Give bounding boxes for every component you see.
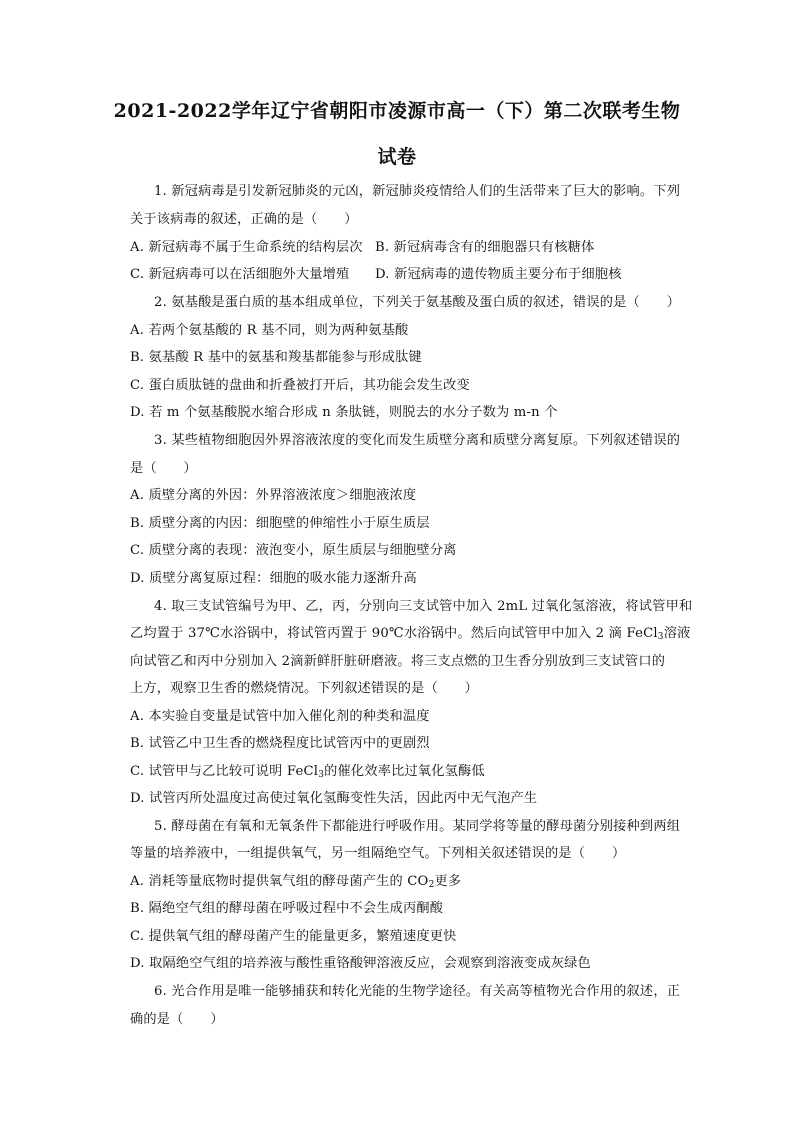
q4-stem-line4: 上方，观察卫生香的燃烧情况。下列叙述错误的是（ ） <box>130 681 479 696</box>
q3-option-c: C. 质壁分离的表现：液泡变小，原生质层与细胞壁分离 <box>130 543 457 558</box>
q4-stem-line1: 4. 取三支试管编号为甲、乙，丙，分别向三支试管中加入 2mL 过氧化氢溶液，将试管甲和 <box>154 599 693 614</box>
q2-option-c: C. 蛋白质肽链的盘曲和折叠被打开后，其功能会发生改变 <box>130 378 470 393</box>
q4-stem-line2-text: 乙均置于 37℃水浴锅中，将试管丙置于 90℃水浴锅中。然后向试管甲中加入 2 滴 FeCl <box>130 626 658 641</box>
q3-stem-line1: 3. 某些植物细胞因外界溶液浓度的变化而发生质壁分离和质壁分离复原。下列叙述错误的 <box>154 433 681 448</box>
q4-option-c-subscript: 3 <box>318 770 325 780</box>
q4-option-b: B. 试管乙中卫生香的燃烧程度比试管丙中的更剧烈 <box>130 736 430 751</box>
q5-option-a-subscript: 2 <box>428 880 435 890</box>
q5-option-a-text: A. 消耗等量底物时提供氧气组的酵母菌产生的 CO <box>130 874 429 889</box>
q2-stem-line1: 2. 氨基酸是蛋白质的基本组成单位，下列关于氨基酸及蛋白质的叙述，错误的是（ ） <box>154 295 681 310</box>
document-title-line2: 试卷 <box>377 146 417 168</box>
q1-stem-line2: 关于该病毒的叙述，正确的是（ ） <box>130 212 358 227</box>
q1-option-d: D. 新冠病毒的遗传物质主要分布于细胞核 <box>375 267 622 282</box>
q5-stem-line1: 5. 酵母菌在有氧和无氧条件下都能进行呼吸作用。某同学将等量的酵母菌分别接种到两组 <box>154 819 681 834</box>
q3-option-b: B. 质壁分离的内因：细胞壁的伸缩性小于原生质层 <box>130 516 430 531</box>
q5-option-c: C. 提供氧气组的酵母菌产生的能量更多，繁殖速度更快 <box>130 929 457 944</box>
q5-option-b: B. 隔绝空气组的酵母菌在呼吸过程中不会生成丙酮酸 <box>130 901 444 916</box>
q4-option-c <box>130 760 700 780</box>
q2-option-b: B. 氨基酸 R 基中的氨基和羧基都能参与形成肽键 <box>130 350 422 365</box>
q4-option-d: D. 试管丙所处温度过高使过氧化氢酶变性失活，因此丙中无气泡产生 <box>130 791 538 806</box>
q3-option-d: D. 质壁分离复原过程：细胞的吸水能力逐渐升高 <box>130 571 417 586</box>
q1-options-cd <box>130 263 700 282</box>
q3-stem-line2: 是（ ） <box>130 461 197 476</box>
q4-option-c-text: C. 试管甲与乙比较可说明 FeCl <box>130 764 319 779</box>
q1-option-a: A. 新冠病毒不属于生命系统的结构层次 <box>130 240 363 255</box>
document-title-line1: 2021-2022学年辽宁省朝阳市凌源市高一（下）第二次联考生物 <box>113 100 681 122</box>
q1-option-c: C. 新冠病毒可以在活细胞外大量增殖 <box>130 267 350 282</box>
q5-option-a-tail: 更多 <box>434 874 462 889</box>
q1-option-b: B. 新冠病毒含有的细胞器只有核糖体 <box>375 240 595 255</box>
q4-stem-line2-subscript: 3 <box>657 632 664 642</box>
q5-option-d: D. 取隔绝空气组的培养液与酸性重铬酸钾溶液反应，会观察到溶液变成灰绿色 <box>130 956 591 971</box>
q4-option-c-tail: 的催化效率比过氧化氢酶低 <box>324 764 485 779</box>
q4-stem-line3: 向试管乙和丙中分别加入 2滴新鲜肝脏研磨液。将三支点燃的卫生香分别放到三支试管口的 <box>130 654 666 669</box>
q3-option-a: A. 质壁分离的外因：外界溶液浓度＞细胞液浓度 <box>130 488 417 503</box>
q2-option-a: A. 若两个氨基酸的 R 基不同，则为两种氨基酸 <box>130 323 409 338</box>
q6-stem-line1: 6. 光合作用是唯一能够捕获和转化光能的生物学途径。有关高等植物光合作用的叙述，正 <box>154 984 681 999</box>
q4-stem-line2-tail: 溶液 <box>663 626 691 641</box>
q2-option-d: D. 若 m 个氨基酸脱水缩合形成 n 条肽链，则脱去的水分子数为 m-n 个 <box>130 405 558 420</box>
q4-stem-line2 <box>130 622 700 642</box>
q6-stem-line2: 确的是（ ） <box>130 1012 224 1027</box>
q1-options-ab <box>130 236 700 255</box>
q5-stem-line2: 等量的培养液中，一组提供氧气，另一组隔绝空气。下列相关叙述错误的是（ ） <box>130 846 626 861</box>
q1-stem-line1: 1. 新冠病毒是引发新冠肺炎的元凶，新冠肺炎疫情给人们的生活带来了巨大的影响。下列 <box>154 184 681 199</box>
q4-option-a: A. 本实验自变量是试管中加入催化剂的种类和温度 <box>130 709 430 724</box>
q5-option-a <box>130 870 700 890</box>
